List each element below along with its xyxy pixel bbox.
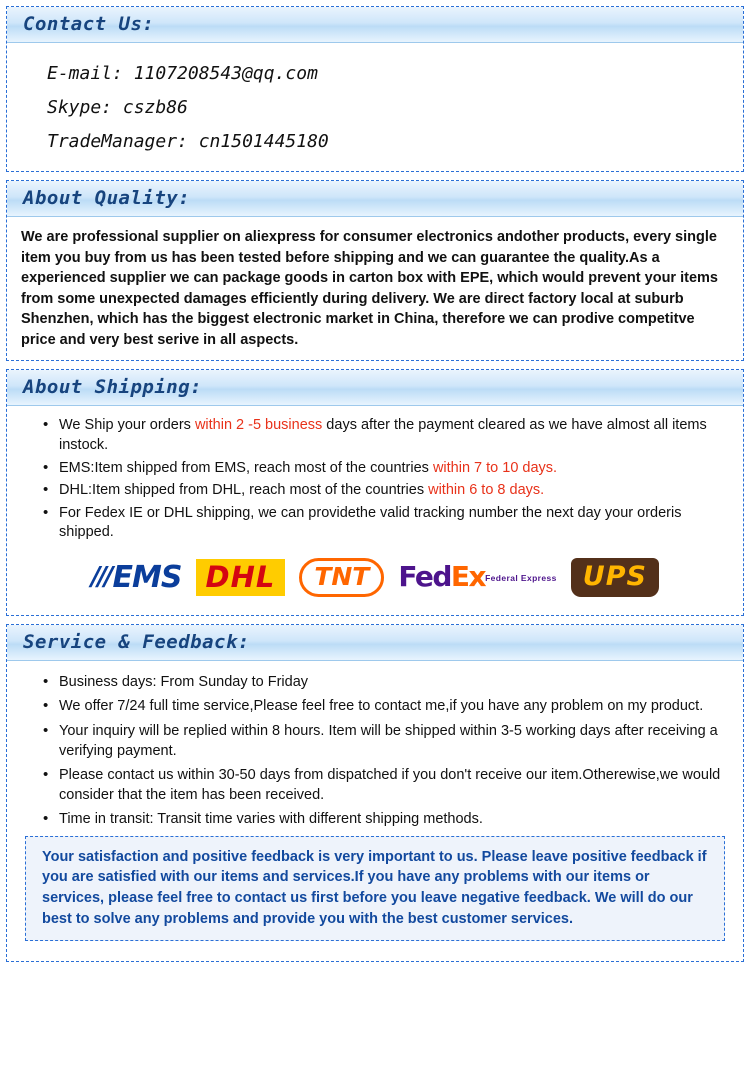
contact-email: E-mail: 1107208543@qq.com xyxy=(47,63,318,84)
quality-header xyxy=(7,181,743,217)
service-heading: Service & Feedback: xyxy=(23,630,250,653)
shipping-item-2-highlight: within 6 to 8 days. xyxy=(428,482,545,499)
satisfaction-note-text: Your satisfaction and positive feedback is very important to us. Please leave positive feedback if you are satisfied with our items and services.If you have any problems with our items or services, please feel free to contact us first before you leave negative feedback. We will do our best to solve any problems and provide you with the best customer services. xyxy=(42,848,707,927)
list-item: • Business days: From Sunday to Friday xyxy=(59,673,733,693)
shipping-body xyxy=(7,406,743,614)
shipping-item-0-pre: We Ship your orders xyxy=(59,417,195,434)
ups-label: UPS xyxy=(571,558,659,597)
contact-trademanager: TradeManager: cn1501445180 xyxy=(47,131,329,152)
service-section xyxy=(6,624,744,962)
tnt-label: TNT xyxy=(299,558,384,597)
contact-section xyxy=(6,6,744,172)
list-item: • We offer 7/24 full time service,Please feel free to contact me,if you have any problem on my product. xyxy=(59,697,733,717)
ups-logo-icon xyxy=(571,558,659,597)
ems-label: EMS xyxy=(112,559,182,595)
shipping-item-3-pre: For Fedex IE or DHL shipping, we can providethe valid tracking number the next day your orderis shipped. xyxy=(59,504,682,541)
contact-body xyxy=(7,43,743,171)
quality-heading: About Quality: xyxy=(23,187,191,209)
list-item: • Time in transit: Transit time varies with different shipping methods. xyxy=(59,810,733,830)
service-list xyxy=(17,673,733,830)
contact-header xyxy=(7,7,743,43)
list-item xyxy=(59,481,733,501)
satisfaction-note xyxy=(25,836,725,941)
service-body xyxy=(7,661,743,961)
tnt-logo-icon xyxy=(299,558,384,597)
shipping-header xyxy=(7,370,743,406)
shipping-item-1-highlight: within 7 to 10 days. xyxy=(432,459,558,476)
shipping-section xyxy=(6,369,744,615)
fedex-sublabel: Federal Express xyxy=(485,572,557,583)
shipping-item-1-pre: EMS:Item shipped from EMS, reach most of the countries xyxy=(59,459,433,476)
list-item: • Please contact us within 30-50 days from dispatched if you don't receive our item.Otherewise,we would consider that the item has been received. xyxy=(59,766,733,805)
dhl-logo-icon xyxy=(196,559,286,596)
service-header xyxy=(7,625,743,661)
shipping-heading: About Shipping: xyxy=(23,376,203,399)
list-item xyxy=(59,459,733,479)
list-item: • Your inquiry will be replied within 8 hours. Item will be shipped within 3-5 working days after receiving a verifying payment. xyxy=(59,722,733,761)
list-item xyxy=(59,416,733,455)
fedex-logo-icon: FedEx Federal Express xyxy=(398,560,557,594)
quality-body xyxy=(7,217,743,360)
contact-skype: Skype: cszb86 xyxy=(47,97,188,118)
quality-paragraph: We are professional supplier on aliexpress for consumer electronics andother products, every single item you buy from us has been tested before shipping and we can guarantee the quality.As a experienced supplier we can package goods in carton box with EPE, which would prevent your items from some unexpected damages efficiently during delivery. We are direct factory local at suburb Shenzhen, which has the biggest electronic market in China, therefore we can prodive competitve price and very best serive in all aspects. xyxy=(21,229,718,348)
contact-heading: Contact Us: xyxy=(23,13,155,35)
shipping-item-0-highlight: within 2 -5 business xyxy=(194,417,323,434)
courier-logos xyxy=(17,546,733,611)
shipping-item-2-pre: DHL:Item shipped from DHL, reach most of the countries xyxy=(59,482,429,499)
shipping-list xyxy=(17,416,733,542)
quality-section xyxy=(6,180,744,361)
dhl-label: DHL xyxy=(196,559,286,596)
list-item xyxy=(59,504,733,543)
ems-logo-icon: /// EMS xyxy=(91,559,182,595)
shipping-item-0-post: days after the payment cleared as we have almost all items instock. xyxy=(59,417,707,454)
